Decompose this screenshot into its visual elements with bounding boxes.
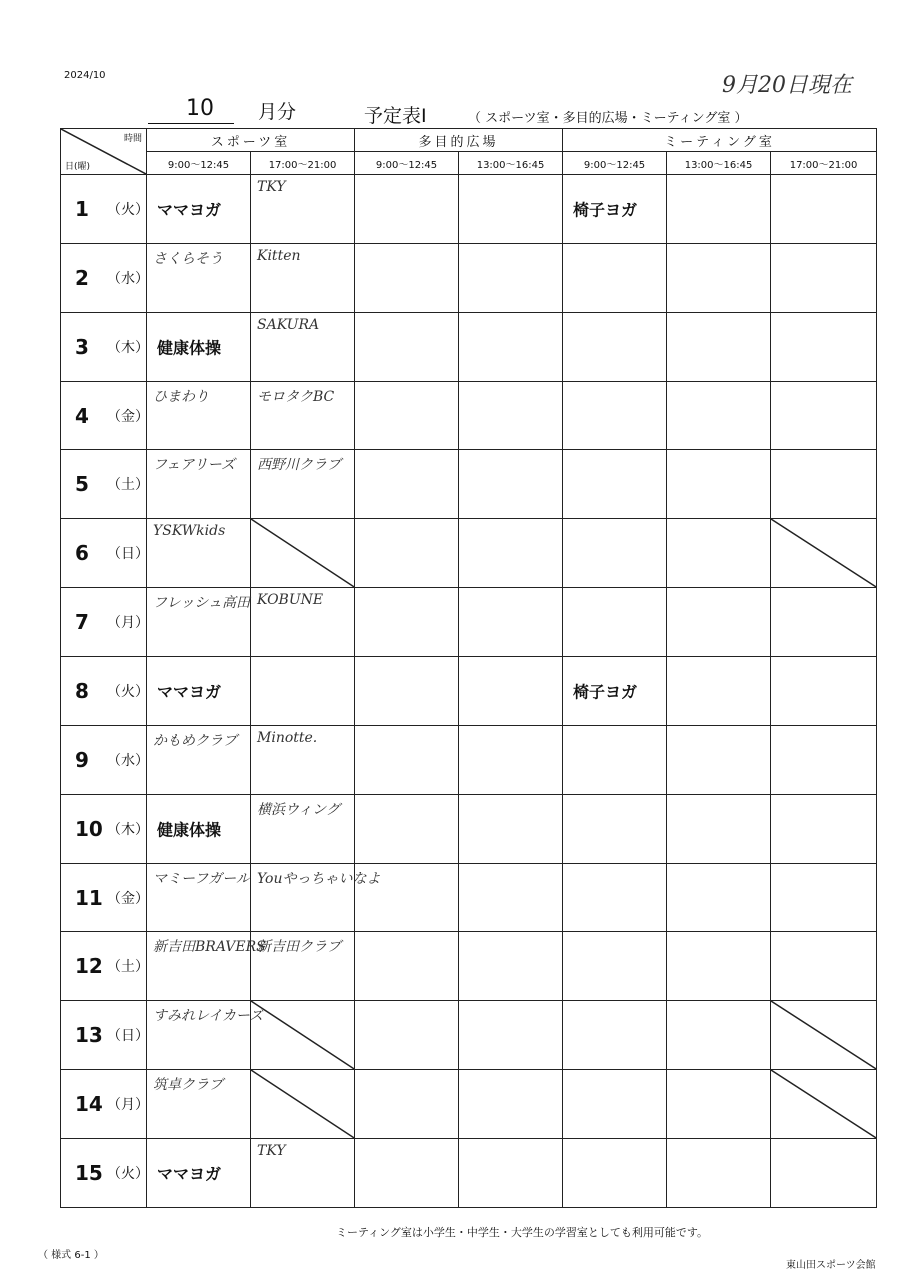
schedule-cell xyxy=(771,863,877,932)
day-cell xyxy=(61,1139,147,1208)
time-slot-header: 17:00～21:00 xyxy=(251,152,355,175)
schedule-cell xyxy=(459,932,563,1001)
day-cell xyxy=(61,657,147,726)
schedule-cell xyxy=(355,381,459,450)
booking-handwritten: マミーフガール xyxy=(153,870,250,887)
schedule-cell xyxy=(459,1070,563,1139)
schedule-cell xyxy=(563,588,667,657)
day-number: 5 xyxy=(75,472,89,497)
schedule-cell xyxy=(147,381,251,450)
weekday-label: （月） xyxy=(107,1097,149,1114)
day-cell xyxy=(61,175,147,244)
day-number: 11 xyxy=(75,885,103,910)
schedule-cell xyxy=(771,657,877,726)
weekday-label: （日） xyxy=(107,546,149,563)
booking-label: ママヨガ xyxy=(157,1164,222,1184)
day-number: 10 xyxy=(75,816,103,841)
schedule-cell xyxy=(355,657,459,726)
schedule-cell xyxy=(355,725,459,794)
day-cell xyxy=(61,519,147,588)
corner-header xyxy=(61,129,147,175)
schedule-cell xyxy=(147,450,251,519)
schedule-cell xyxy=(667,175,771,244)
weekday-label: （水） xyxy=(107,752,149,769)
schedule-cell xyxy=(147,175,251,244)
schedule-cell xyxy=(355,1139,459,1208)
day-number: 7 xyxy=(75,610,89,635)
weekday-label: （火） xyxy=(107,201,149,218)
schedule-cell xyxy=(563,725,667,794)
day-number: 13 xyxy=(75,1023,103,1048)
schedule-cell xyxy=(563,175,667,244)
unavailable-slash xyxy=(771,1070,876,1138)
corner-day-label: 日(曜) xyxy=(65,162,91,172)
booking-label: ママヨガ xyxy=(157,682,222,702)
schedule-cell xyxy=(355,932,459,1001)
schedule-cell xyxy=(771,588,877,657)
schedule-cell xyxy=(251,175,355,244)
schedule-cell xyxy=(771,1139,877,1208)
schedule-cell xyxy=(355,175,459,244)
schedule-cell xyxy=(355,243,459,312)
table-row xyxy=(61,450,877,519)
day-number: 15 xyxy=(75,1161,103,1186)
organization-name: 東山田スポーツ会館 xyxy=(786,1260,876,1271)
schedule-cell xyxy=(771,932,877,1001)
booking-handwritten: ひまわり xyxy=(153,388,209,405)
schedule-cell xyxy=(251,381,355,450)
time-slot-header: 9:00～12:45 xyxy=(147,152,251,175)
schedule-cell xyxy=(667,243,771,312)
booking-handwritten: KOBUNE xyxy=(257,592,324,609)
schedule-cell xyxy=(563,794,667,863)
schedule-cell xyxy=(147,657,251,726)
schedule-cell xyxy=(771,381,877,450)
unavailable-slash xyxy=(251,1001,354,1069)
table-row xyxy=(61,519,877,588)
schedule-cell xyxy=(355,588,459,657)
month-underline xyxy=(148,123,234,124)
schedule-cell xyxy=(667,794,771,863)
schedule-cell xyxy=(251,932,355,1001)
weekday-label: （月） xyxy=(107,615,149,632)
schedule-cell xyxy=(355,794,459,863)
schedule-cell xyxy=(147,1001,264,1070)
unavailable-slash xyxy=(251,519,354,587)
schedule-cell xyxy=(771,794,877,863)
booking-handwritten: さくらそう xyxy=(153,250,223,267)
schedule-cell xyxy=(355,1001,459,1070)
booking-handwritten: すみれレイカーズ xyxy=(153,1008,264,1025)
booking-handwritten: Minotte. xyxy=(257,729,318,746)
booking-label: 椅子ヨガ xyxy=(573,200,638,220)
schedule-cell xyxy=(355,1070,459,1139)
schedule-cell xyxy=(459,725,563,794)
schedule-cell xyxy=(563,519,667,588)
schedule-cell xyxy=(355,863,459,932)
schedule-cell xyxy=(355,450,459,519)
document-code: 2024/10 xyxy=(64,70,106,81)
day-cell xyxy=(61,588,147,657)
schedule-cell xyxy=(251,1139,355,1208)
unavailable-slash xyxy=(771,519,876,587)
time-slot-header: 13:00～16:45 xyxy=(667,152,771,175)
schedule-cell xyxy=(251,1001,355,1070)
handwritten-date: 9月20日現在 xyxy=(722,73,852,98)
booking-handwritten: 筑卓クラブ xyxy=(153,1077,223,1094)
weekday-label: （木） xyxy=(107,821,149,838)
schedule-cell xyxy=(563,450,667,519)
table-row xyxy=(61,243,877,312)
table-row xyxy=(61,1070,877,1139)
room-header-plaza: 多目的広場 xyxy=(355,129,563,152)
booking-handwritten: SAKURA xyxy=(257,316,320,333)
day-number: 12 xyxy=(75,954,103,979)
schedule-cell xyxy=(771,1001,877,1070)
schedule-cell xyxy=(563,312,667,381)
room-header-meeting: ミーティング室 xyxy=(563,129,877,152)
booking-label: 健康体操 xyxy=(157,820,222,840)
table-row xyxy=(61,1001,877,1070)
table-row xyxy=(61,1139,877,1208)
month-number: 10 xyxy=(186,96,214,121)
schedule-table xyxy=(60,128,877,1208)
page-title: 予定表Ⅰ xyxy=(364,105,427,127)
booking-handwritten: 西野川クラブ xyxy=(257,457,341,474)
weekday-label: （土） xyxy=(107,959,149,976)
schedule-cell xyxy=(459,175,563,244)
table-row xyxy=(61,175,877,244)
schedule-cell xyxy=(459,1139,563,1208)
schedule-cell xyxy=(251,657,355,726)
schedule-cell xyxy=(147,519,251,588)
schedule-cell xyxy=(667,725,771,794)
booking-handwritten: かもめクラブ xyxy=(153,732,237,749)
table-row xyxy=(61,657,877,726)
day-cell xyxy=(61,450,147,519)
booking-handwritten: Youやっちゃいなよ xyxy=(257,870,381,887)
weekday-label: （金） xyxy=(107,890,149,907)
schedule-cell xyxy=(667,519,771,588)
schedule-cell xyxy=(251,794,355,863)
schedule-cell xyxy=(355,312,459,381)
schedule-cell xyxy=(667,588,771,657)
month-suffix: 月分 xyxy=(258,101,297,123)
schedule-cell xyxy=(667,381,771,450)
schedule-cell xyxy=(667,1070,771,1139)
day-number: 9 xyxy=(75,747,89,772)
table-row xyxy=(61,381,877,450)
schedule-cell xyxy=(147,588,251,657)
schedule-cell xyxy=(771,725,877,794)
schedule-cell xyxy=(459,794,563,863)
schedule-cell xyxy=(147,863,251,932)
day-number: 3 xyxy=(75,334,89,359)
schedule-cell xyxy=(563,1070,667,1139)
day-cell xyxy=(61,725,147,794)
booking-handwritten: 新吉田BRAVERS xyxy=(153,939,266,956)
table-row xyxy=(61,863,877,932)
page-subtitle: （ スポーツ室・多目的広場・ミーティング室 ） xyxy=(468,111,748,126)
schedule-cell xyxy=(251,243,355,312)
schedule-cell xyxy=(667,1001,771,1070)
day-cell xyxy=(61,932,147,1001)
day-number: 6 xyxy=(75,541,89,566)
schedule-cell xyxy=(563,932,667,1001)
weekday-label: （水） xyxy=(107,270,149,287)
unavailable-slash xyxy=(771,1001,876,1069)
table-row xyxy=(61,794,877,863)
schedule-cell xyxy=(563,863,667,932)
day-number: 2 xyxy=(75,265,89,290)
schedule-cell xyxy=(459,450,563,519)
booking-label: 健康体操 xyxy=(157,338,222,358)
schedule-cell xyxy=(251,863,381,932)
table-row xyxy=(61,312,877,381)
weekday-label: （木） xyxy=(107,339,149,356)
schedule-cell xyxy=(459,381,563,450)
day-cell xyxy=(61,381,147,450)
schedule-cell xyxy=(459,1001,563,1070)
schedule-cell xyxy=(771,1070,877,1139)
schedule-cell xyxy=(147,794,251,863)
unavailable-slash xyxy=(251,1070,354,1138)
schedule-cell xyxy=(771,175,877,244)
day-number: 4 xyxy=(75,403,89,428)
schedule-cell xyxy=(147,243,251,312)
day-number: 1 xyxy=(75,196,89,221)
schedule-cell xyxy=(355,519,459,588)
schedule-cell xyxy=(459,519,563,588)
corner-time-label: 時間 xyxy=(123,134,142,144)
schedule-cell xyxy=(459,657,563,726)
schedule-cell xyxy=(251,725,355,794)
schedule-cell xyxy=(563,1139,667,1208)
weekday-label: （土） xyxy=(107,477,149,494)
schedule-cell xyxy=(459,863,563,932)
schedule-cell xyxy=(251,1070,355,1139)
footer-note: ミーティング室は小学生・中学生・大学生の学習室としても利用可能です。 xyxy=(336,1226,709,1239)
day-cell xyxy=(61,794,147,863)
time-slot-header: 17:00～21:00 xyxy=(771,152,877,175)
room-header-sports: スポーツ室 xyxy=(147,129,355,152)
schedule-cell xyxy=(459,312,563,381)
table-row xyxy=(61,725,877,794)
table-row xyxy=(61,588,877,657)
schedule-cell xyxy=(667,863,771,932)
booking-handwritten: Kitten xyxy=(257,247,301,264)
schedule-cell xyxy=(667,657,771,726)
schedule-cell xyxy=(147,932,266,1001)
day-number: 8 xyxy=(75,678,89,703)
schedule-cell xyxy=(147,1139,251,1208)
schedule-cell xyxy=(667,312,771,381)
form-code: （ 様式 6-1 ） xyxy=(38,1250,104,1261)
booking-handwritten: フレッシュ高田 xyxy=(153,595,251,612)
schedule-cell xyxy=(147,1070,251,1139)
day-number: 14 xyxy=(75,1092,103,1117)
schedule-cell xyxy=(667,450,771,519)
schedule-cell xyxy=(771,519,877,588)
booking-handwritten: 新吉田クラブ xyxy=(257,939,341,956)
schedule-cell xyxy=(771,243,877,312)
schedule-cell xyxy=(147,725,251,794)
day-cell xyxy=(61,1070,147,1139)
schedule-cell xyxy=(563,1001,667,1070)
weekday-label: （火） xyxy=(107,1166,149,1183)
booking-handwritten: 横浜ウィング xyxy=(257,801,340,818)
day-cell xyxy=(61,863,147,932)
time-slot-header: 9:00～12:45 xyxy=(355,152,459,175)
schedule-cell xyxy=(667,932,771,1001)
schedule-cell xyxy=(771,450,877,519)
booking-handwritten: TKY xyxy=(257,179,286,195)
schedule-cell xyxy=(147,312,251,381)
booking-handwritten: モロタクBC xyxy=(257,388,335,405)
weekday-label: （日） xyxy=(107,1028,149,1045)
schedule-cell xyxy=(459,243,563,312)
schedule-cell xyxy=(251,312,355,381)
schedule-cell xyxy=(251,588,355,657)
booking-handwritten: YSKWkids xyxy=(153,523,226,540)
time-slot-header: 9:00～12:45 xyxy=(563,152,667,175)
booking-handwritten: フェアリーズ xyxy=(153,457,236,474)
schedule-cell xyxy=(563,243,667,312)
table-row xyxy=(61,932,877,1001)
schedule-cell xyxy=(563,381,667,450)
weekday-label: （金） xyxy=(107,408,149,425)
schedule-cell xyxy=(771,312,877,381)
booking-label: 椅子ヨガ xyxy=(573,682,638,702)
schedule-cell xyxy=(251,450,355,519)
booking-handwritten: TKY xyxy=(257,1143,286,1160)
time-slot-header: 13:00～16:45 xyxy=(459,152,563,175)
schedule-cell xyxy=(459,588,563,657)
day-cell xyxy=(61,312,147,381)
booking-label: ママヨガ xyxy=(157,200,222,220)
schedule-cell xyxy=(667,1139,771,1208)
schedule-cell xyxy=(563,657,667,726)
schedule-cell xyxy=(251,519,355,588)
weekday-label: （火） xyxy=(107,683,149,700)
day-cell xyxy=(61,243,147,312)
day-cell xyxy=(61,1001,147,1070)
